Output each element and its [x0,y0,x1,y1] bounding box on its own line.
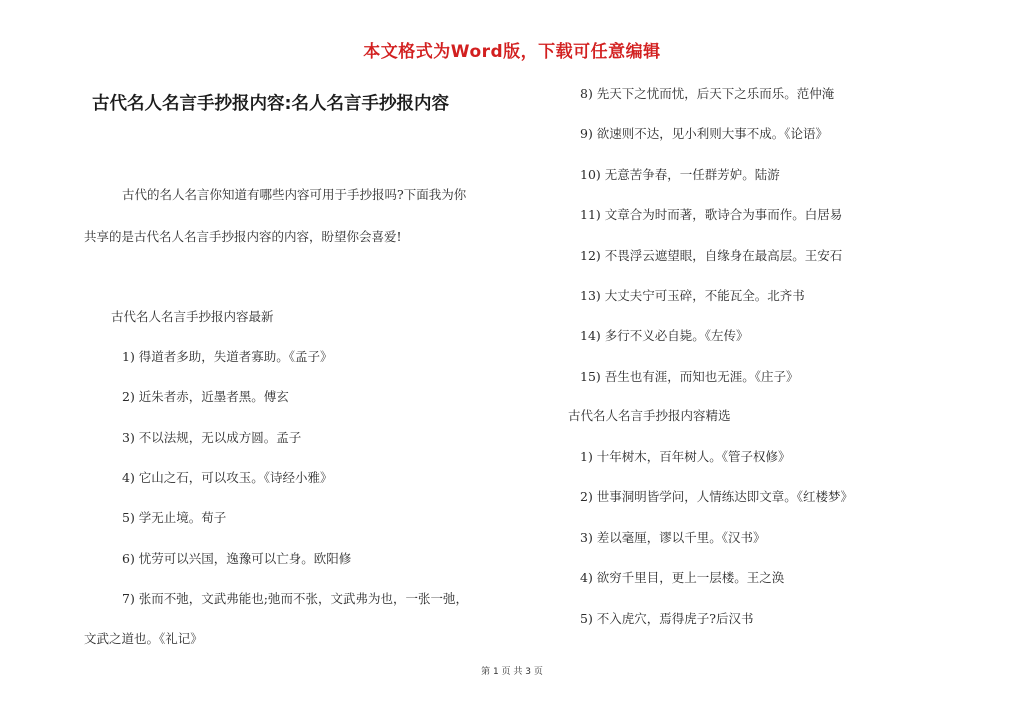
quote-item: 3) 差以毫厘，谬以千里。《汉书》 [580,530,766,545]
quote-item: 9) 欲速则不达，见小利则大事不成。《论语》 [580,126,829,141]
quote-item: 2) 近朱者赤，近墨者黑。傅玄 [122,389,289,404]
quote-item: 1) 得道者多助，失道者寡助。《孟子》 [122,349,333,364]
quote-item: 13) 大丈夫宁可玉碎，不能瓦全。北齐书 [580,288,805,303]
format-banner: 本文格式为Word版，下载可任意编辑 [363,42,661,62]
quote-item: 2) 世事洞明皆学问，人情练达即文章。《红楼梦》 [580,489,854,504]
quote-item: 11) 文章合为时而著，歌诗合为事而作。白居易 [580,207,843,222]
quote-item: 5) 不入虎穴，焉得虎子?后汉书 [580,611,754,626]
quote-item: 1) 十年树木，百年树人。《管子权修》 [580,449,791,464]
quote-item: 7) 张而不弛，文武弗能也;弛而不张，文武弗为也，一张一弛， [122,591,469,606]
quote-item: 5) 学无止境。荀子 [122,510,227,525]
quote-item-continuation: 文武之道也。《礼记》 [84,631,203,646]
quote-item: 4) 它山之石，可以攻玉。《诗经小雅》 [122,470,333,485]
quote-item: 12) 不畏浮云遮望眼，自缘身在最高层。王安石 [580,248,843,263]
intro-line: 古代的名人名言你知道有哪些内容可用于手抄报吗?下面我为你 [122,187,467,202]
quote-item: 14) 多行不义必自毙。《左传》 [580,328,749,343]
quote-item: 8) 先天下之忧而忧，后天下之乐而乐。范仲淹 [580,86,835,101]
quote-item: 3) 不以法规，无以成方圆。孟子 [122,430,302,445]
quote-item: 4) 欲穷千里目，更上一层楼。王之涣 [580,570,785,585]
quote-item: 15) 吾生也有涯，而知也无涯。《庄子》 [580,369,799,384]
quote-item: 6) 忧劳可以兴国，逸豫可以亡身。欧阳修 [122,551,352,566]
section-heading: 古代名人名言手抄报内容最新 [111,309,274,324]
page-number: 第 1 页 共 3 页 [481,667,543,677]
intro-line: 共享的是古代名人名言手抄报内容的内容，盼望你会喜爱! [84,229,402,244]
quote-item: 10) 无意苦争春，一任群芳妒。陆游 [580,167,780,182]
page-title: 古代名人名言手抄报内容:名人名言手抄报内容 [92,94,449,114]
section-heading: 古代名人名言手抄报内容精选 [568,408,731,423]
